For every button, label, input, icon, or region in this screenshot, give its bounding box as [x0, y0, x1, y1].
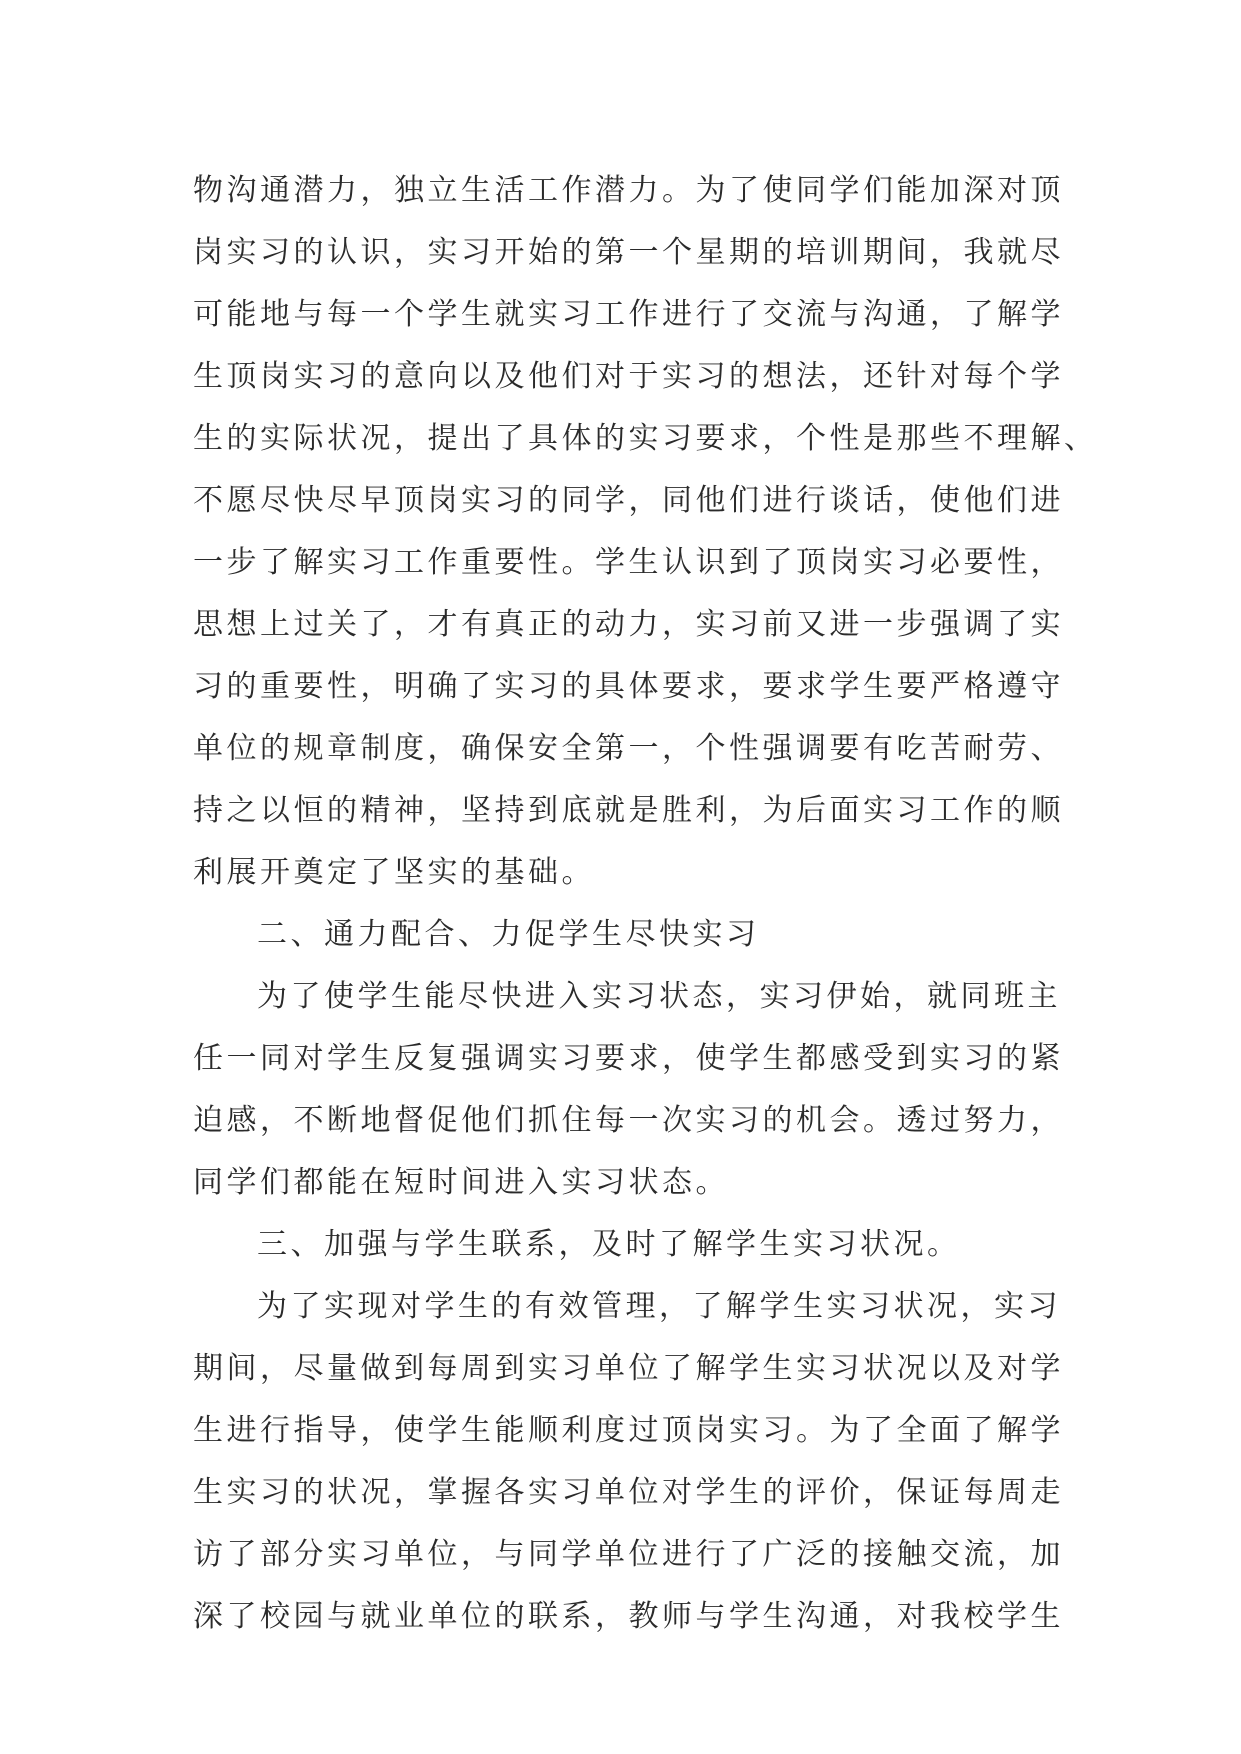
document-body [193, 160, 1098, 1648]
paragraph-line: 一步了解实习工作重要性。学生认识到了顶岗实习必要性， [193, 545, 1064, 580]
paragraph-line: 访了部分实习单位，与同学单位进行了广泛的接触交流，加 [193, 1537, 1064, 1572]
paragraph-line: 生实习的状况，掌握各实习单位对学生的评价，保证每周走 [193, 1475, 1064, 1510]
paragraph-line: 任一同对学生反复强调实习要求，使学生都感受到实习的紧 [193, 1041, 1064, 1076]
paragraph-line: 为了使学生能尽快进入实习状态，实习伊始，就同班主 [257, 979, 1061, 1014]
paragraph-line: 生的实际状况，提出了具体的实习要求，个性是那些不理解、 [193, 421, 1098, 456]
paragraph-line: 生进行指导，使学生能顺利度过顶岗实习。为了全面了解学 [193, 1413, 1064, 1448]
paragraph-line: 生顶岗实习的意向以及他们对于实习的想法，还针对每个学 [193, 359, 1064, 394]
paragraph-line: 习的重要性，明确了实习的具体要求，要求学生要严格遵守 [193, 669, 1064, 704]
paragraph-line: 不愿尽快尽早顶岗实习的同学，同他们进行谈话，使他们进 [193, 483, 1064, 518]
paragraph-line: 思想上过关了，才有真正的动力，实习前又进一步强调了实 [193, 607, 1064, 642]
paragraph-line: 单位的规章制度，确保安全第一，个性强调要有吃苦耐劳、 [193, 731, 1064, 766]
paragraph-line: 深了校园与就业单位的联系，教师与学生沟通，对我校学生 [193, 1599, 1064, 1634]
paragraph-line: 物沟通潜力，独立生活工作潜力。为了使同学们能加深对顶 [193, 173, 1064, 208]
paragraph-line: 期间，尽量做到每周到实习单位了解学生实习状况以及对学 [193, 1351, 1064, 1386]
paragraph-line: 同学们都能在短时间进入实习状态。 [193, 1165, 729, 1200]
paragraph-line: 迫感，不断地督促他们抓住每一次实习的机会。透过努力， [193, 1103, 1064, 1138]
section-heading: 二、通力配合、力促学生尽快实习 [257, 917, 760, 952]
paragraph-line: 为了实现对学生的有效管理，了解学生实习状况，实习 [257, 1289, 1061, 1324]
paragraph-line: 利展开奠定了坚实的基础。 [193, 855, 595, 890]
paragraph-line: 可能地与每一个学生就实习工作进行了交流与沟通，了解学 [193, 297, 1064, 332]
paragraph-line: 岗实习的认识，实习开始的第一个星期的培训期间，我就尽 [193, 235, 1064, 270]
paragraph-line: 持之以恒的精神，坚持到底就是胜利，为后面实习工作的顺 [193, 793, 1064, 828]
section-heading: 三、加强与学生联系，及时了解学生实习状况。 [257, 1227, 961, 1262]
